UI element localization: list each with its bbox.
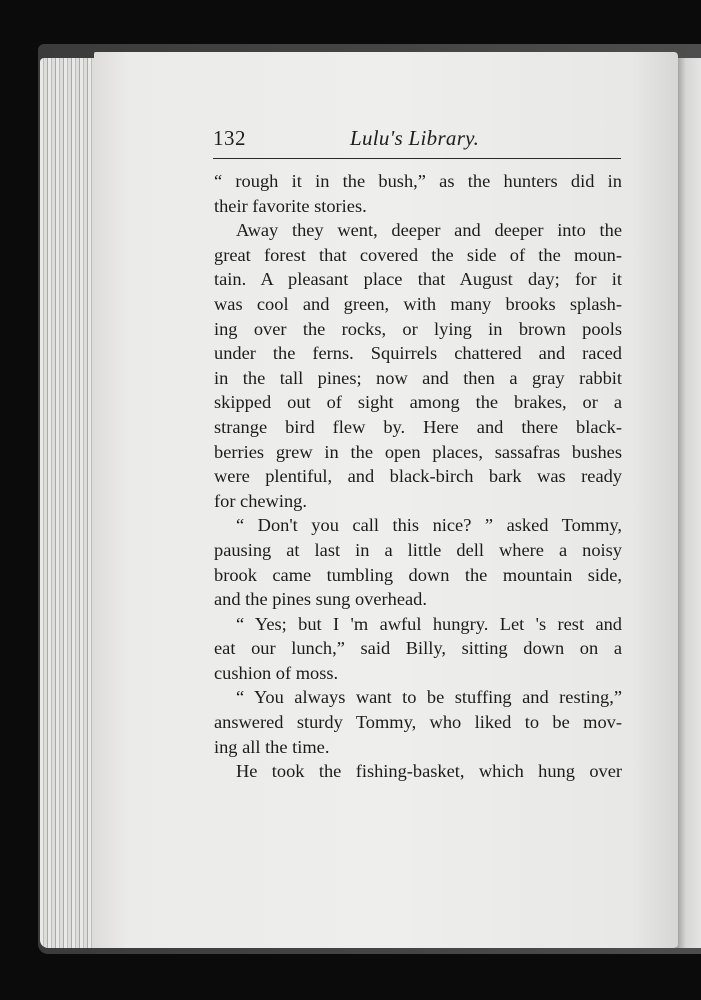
text-line: was cool and green, with many brooks splash- (214, 293, 622, 314)
text-line: were plentiful, and black-birch bark was ready (214, 466, 622, 487)
text-line: ing all the time. (214, 736, 330, 757)
text-line: strange bird flew by. Here and there black- (214, 416, 622, 437)
text-line: ing over the rocks, or lying in brown pools (214, 318, 622, 339)
facing-page-edge (676, 58, 701, 948)
header-rule (213, 158, 621, 159)
text-line: “ rough it in the bush,” as the hunters did in (214, 171, 622, 191)
text-line: pausing at last in a little dell where a noisy (214, 539, 622, 560)
text-line: tain. A pleasant place that August day; for it (214, 269, 622, 290)
text-line: “ You always want to be stuffing and resting,” (236, 687, 622, 708)
text-line: under the ferns. Squirrels chattered and raced (214, 343, 622, 364)
text-line: cushion of moss. (214, 662, 339, 683)
text-line: “ Yes; but I 'm awful hungry. Let 's rest and (236, 613, 622, 634)
text-line: their favorite stories. (214, 195, 367, 216)
text-line: in the tall pines; now and then a gray rabbit (214, 367, 622, 388)
text-line: He took the fishing-basket, which hung over (236, 761, 622, 782)
running-title: Lulu's Library. (350, 126, 480, 150)
text-line: Away they went, deeper and deeper into the (236, 220, 622, 241)
page-header (213, 126, 621, 156)
text-line: “ Don't you call this nice? ” asked Tommy, (236, 515, 622, 536)
text-line: for chewing. (214, 490, 307, 511)
text-line: eat our lunch,” said Billy, sitting down on a (214, 638, 622, 659)
page-number: 132 (213, 126, 246, 150)
text-line: and the pines sung overhead. (214, 589, 427, 610)
text-line: great forest that covered the side of the moun- (214, 244, 622, 265)
text-line: brook came tumbling down the mountain side, (214, 564, 622, 585)
text-line: berries grew in the open places, sassafras bushes (214, 441, 622, 462)
text-line: answered sturdy Tommy, who liked to be mov- (214, 712, 622, 733)
text-line: skipped out of sight among the brakes, or a (214, 392, 622, 413)
body-text (214, 169, 622, 784)
